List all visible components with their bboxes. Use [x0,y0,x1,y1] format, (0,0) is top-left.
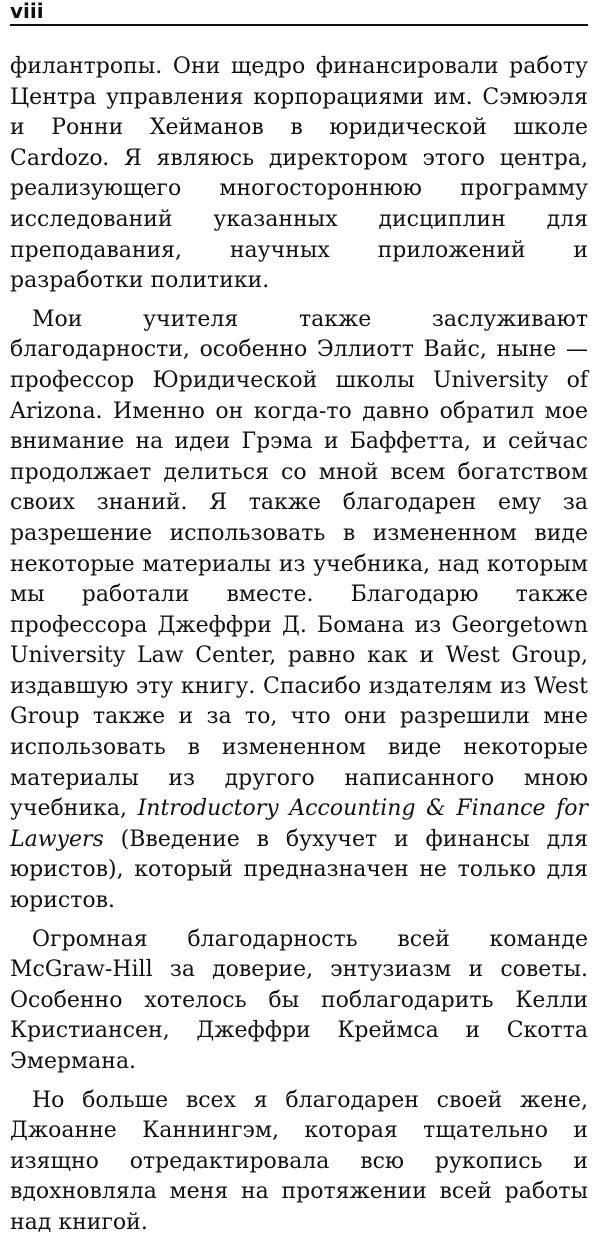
paragraph-teachers [10,305,588,917]
page-number: viii [10,0,44,23]
paragraph-continuation: филантропы. Они щедро финансировали работу Центра управления корпорациями им. Сэмюэля и Ронни Хейманов в юридической школе Cardozo. Я являюсь директором этого центра, реализующего многостороннюю программу исследований указанных дисциплин для преподавания, научных приложений и разработки политики. [10,54,588,294]
paragraph-wife: Но больше всех я благодарен своей жене, Джоанне Каннингэм, которая тщательно и изящно отредактировала всю рукопись и вдохновляла меня на протяжении всей работы над книгой. [10,1087,588,1235]
page-body [10,52,588,1247]
page-header [10,2,588,26]
paragraph-text: Мои учителя также заслуживают благодарности, особенно Эллиотт Вайс, ныне — профессор Юридической школы University of Arizona. Именно он когда-то давно обратил мое внимание на идеи Грэма и Баффетта, и сейчас продолжает делиться со мной всем богатством своих знаний. Я также благодарен ему за разрешение использовать в измененном виде некоторые материалы из учебника, над которым мы работали вместе. Благодарю также профессора Джеффри Д. Бомана из Georgetown University Law Center, равно как и West Group, издавшую эту книгу. Спасибо издателям из West Group также и за то, что они разрешили мне использовать в измененном виде некоторые материалы из другого написанного мною учебника, [10,306,588,822]
paragraph-mcgraw-hill: Огромная благодарность всей команде McGraw-Hill за доверие, энтузиазм и советы. Особенно хотелось бы поблагодарить Келли Кристиансен, Джеффри Креймса и Скотта Эмермана. [10,926,588,1074]
book-title: Introductory Accounting & Finance for Lawyers [10,796,588,852]
paragraph-text-after: (Введение в бухучет и финансы для юристов), который предназначен не только для юристов. [10,826,588,914]
